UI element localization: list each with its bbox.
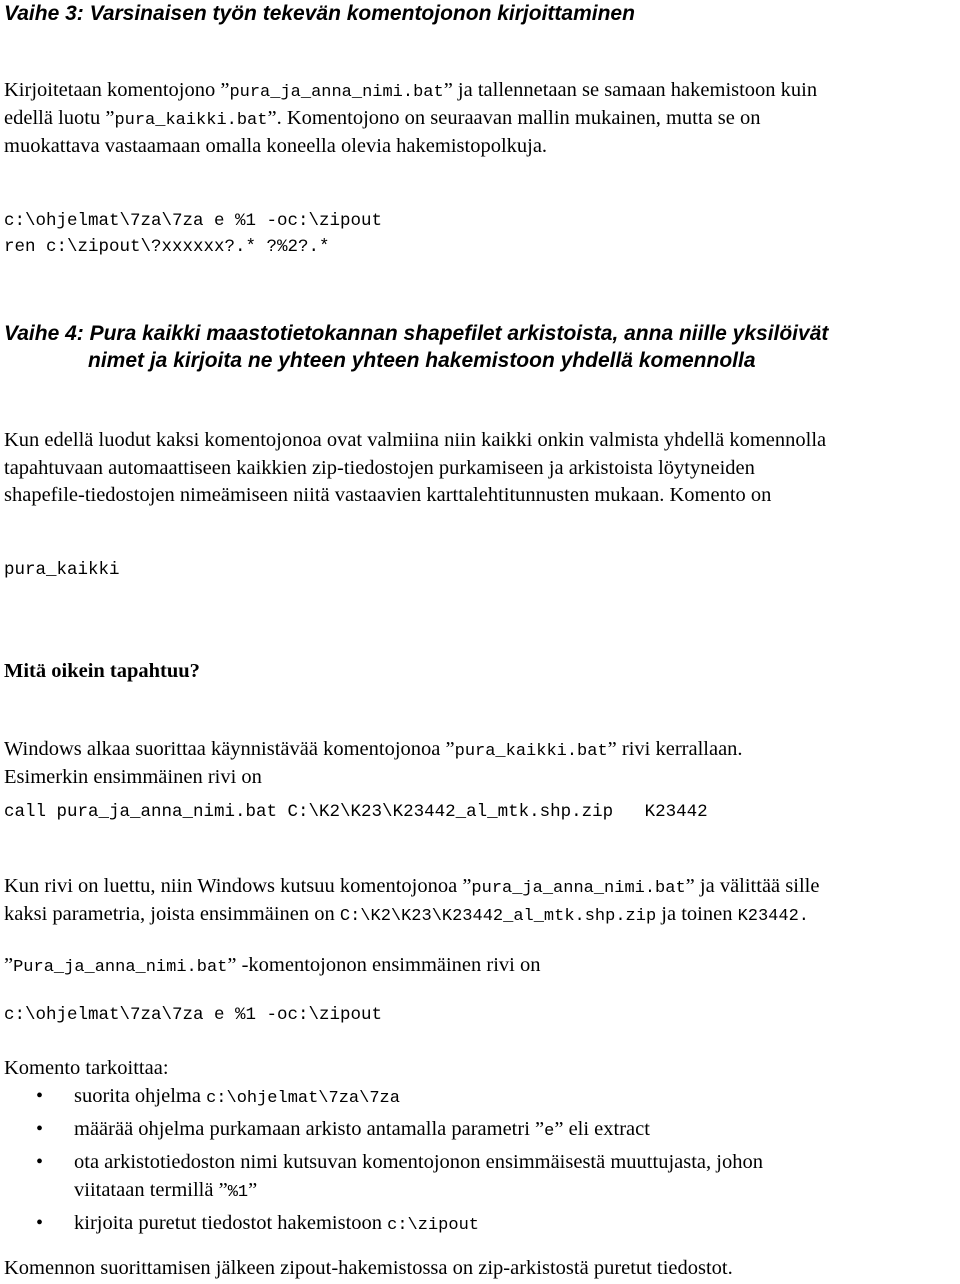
filename-code: pura_ja_anna_nimi.bat <box>471 879 686 898</box>
path-code: C:\K2\K23\K23442_al_mtk.shp.zip <box>339 907 657 926</box>
bullet-icon: • <box>36 1085 44 1107</box>
what-paragraph1-line2: Esimerkin ensimmäinen rivi on <box>4 766 262 788</box>
filename-code: pura_kaikki.bat <box>114 111 268 130</box>
filename-code: pura_ja_anna_nimi.bat <box>229 83 444 102</box>
call-code-line: call pura_ja_anna_nimi.bat C:\K2\K23\K23442_al_mtk.shp.zip K23442 <box>4 802 708 822</box>
text: kirjoita puretut tiedostot hakemistoon <box>74 1212 388 1234</box>
text: ” ja tallennetaan se samaan hakemistoon kuin <box>443 79 818 101</box>
text: ja toinen <box>656 903 738 925</box>
step4-paragraph-line3: shapefile-tiedostojen nimeämiseen niitä vastaavien karttalehtitunnusten mukaan. Komento on <box>4 484 772 506</box>
text: ” eli extract <box>554 1118 650 1140</box>
text: suorita ohjelma <box>74 1085 207 1107</box>
what-paragraph2-line1 <box>4 872 956 903</box>
step3-heading: Vaihe 3: Varsinaisen työn tekevän komentojonon kirjoittaminen <box>4 2 635 25</box>
list-item <box>0 1115 960 1146</box>
param-code: %1 <box>227 1183 249 1202</box>
text: ” ja välittää sille <box>685 875 820 897</box>
text: Kun rivi on luettu, niin Windows kutsuu komentojonoa ” <box>4 875 472 897</box>
step4-heading-line2: nimet ja kirjoita ne yhteen yhteen hakemistoon yhdellä komennolla <box>88 349 756 372</box>
text: ota arkistotiedoston nimi kutsuvan komentojonon ensimmäisestä muuttujasta, johon <box>74 1151 763 1173</box>
step4-command: pura_kaikki <box>4 560 120 580</box>
step3-code-line2: ren c:\zipout\?xxxxxx?.* ?%2?.* <box>4 237 330 257</box>
param-code: K23442. <box>737 907 809 926</box>
meaning-label: Komento tarkoittaa: <box>4 1057 169 1079</box>
list-item <box>0 1209 960 1240</box>
text: ” <box>4 954 14 976</box>
text: Windows alkaa suorittaa käynnistävää komentojonoa ” <box>4 738 455 760</box>
step3-paragraph-line3: muokattava vastaamaan omalla koneella olevia hakemistopolkuja. <box>4 135 548 157</box>
bullet-icon: • <box>36 1151 44 1173</box>
step4-paragraph-line2: tapahtuvaan automaattiseen kaikkien zip-tiedostojen purkamiseen ja arkistoista löytyneiden <box>4 457 755 479</box>
text: ”. Komentojono on seuraavan mallin mukainen, mutta se on <box>267 107 761 129</box>
step3-paragraph-line2 <box>4 104 956 135</box>
text: Kirjoitetaan komentojono ” <box>4 79 230 101</box>
what-heading: Mitä oikein tapahtuu? <box>4 660 200 682</box>
what-paragraph1-line1 <box>4 735 956 766</box>
path-code: c:\zipout <box>387 1216 479 1235</box>
what-paragraph2-line2 <box>4 900 956 931</box>
text: viitataan termillä ” <box>74 1179 228 1201</box>
path-code: c:\ohjelmat\7za\7za <box>206 1089 400 1108</box>
what-paragraph3 <box>4 951 956 982</box>
step3-code-line1: c:\ohjelmat\7za\7za e %1 -oc:\zipout <box>4 211 383 231</box>
filename-code: pura_kaikki.bat <box>454 742 608 761</box>
final-paragraph: Komennon suorittamisen jälkeen zipout-hakemistossa on zip-arkistostä puretut tiedostot. <box>4 1257 733 1279</box>
bullet-icon: • <box>36 1212 44 1234</box>
list-item <box>0 1082 960 1113</box>
text: kaksi parametria, joista ensimmäinen on <box>4 903 340 925</box>
filename-code: Pura_ja_anna_nimi.bat <box>13 958 228 977</box>
text: ” -komentojonon ensimmäinen rivi on <box>227 954 541 976</box>
meaning-list <box>0 1082 960 1240</box>
text: ” rivi kerrallaan. <box>607 738 743 760</box>
list-item <box>0 1148 960 1207</box>
text: ” <box>248 1179 258 1201</box>
bullet-icon: • <box>36 1118 44 1140</box>
text: edellä luotu ” <box>4 107 115 129</box>
param-code: e <box>544 1122 555 1141</box>
command-code-line: c:\ohjelmat\7za\7za e %1 -oc:\zipout <box>4 1005 383 1025</box>
text: määrää ohjelma purkamaan arkisto antamalla parametri ” <box>74 1118 545 1140</box>
step3-paragraph-line1 <box>4 76 956 107</box>
step4-paragraph-line1: Kun edellä luodut kaksi komentojonoa ovat valmiina niin kaikki onkin valmista yhdellä komennolla <box>4 429 827 451</box>
step4-heading-line1: Vaihe 4: Pura kaikki maastotietokannan shapefilet arkistoista, anna niille yksilöivät <box>4 322 829 345</box>
